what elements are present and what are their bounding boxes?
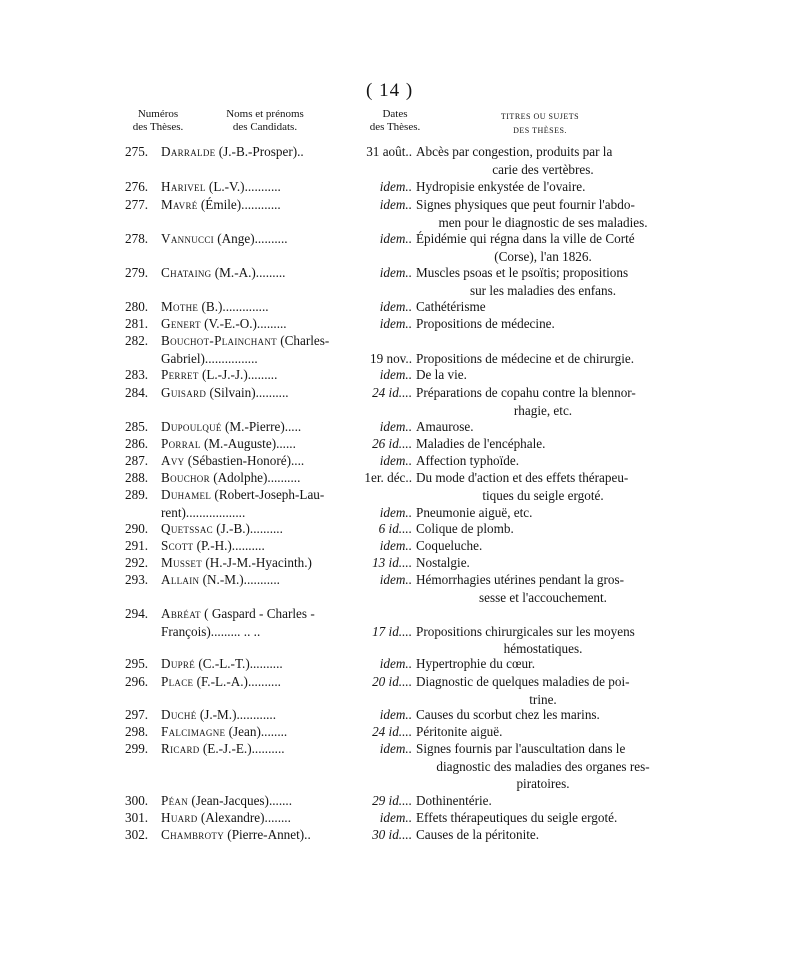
candidate-surname: Chataing (161, 265, 212, 280)
thesis-number: 281. (125, 316, 149, 331)
thesis-date: 20 id.... (372, 674, 412, 689)
thesis-date: 17 id.... (372, 623, 412, 639)
thesis-date: 29 id.... (372, 793, 412, 808)
candidate-given-names: ( Gaspard - Charles - (204, 606, 315, 621)
candidate-surname: Bouchor (161, 470, 210, 485)
candidate-given-names: (L.-V.)........... (208, 179, 281, 194)
thesis-title-line: Propositions chirurgicales sur les moyens (416, 623, 635, 639)
thesis-date: 24 id.... (372, 724, 412, 739)
thesis-date: idem.. (379, 504, 412, 520)
thesis-title (416, 826, 670, 844)
thesis-number: 276. (125, 179, 149, 194)
thesis-date: idem.. (379, 707, 412, 722)
thesis-title-line: Muscles psoas et le psoïtis; propositions (416, 265, 629, 280)
candidate-given-names: (J.-M.)............ (199, 707, 277, 722)
candidate-surname: Porral (161, 436, 201, 451)
thesis-title (416, 366, 670, 384)
thesis-title-line: Préparations de copahu contre la blennor- (416, 385, 636, 400)
thesis-date: idem.. (379, 367, 412, 382)
thesis-title-line: Cathétérisme (416, 299, 486, 314)
thesis-number: 284. (125, 385, 149, 400)
candidate-name (161, 723, 287, 741)
candidate-name (161, 366, 277, 384)
thesis-date: idem.. (379, 810, 412, 825)
thesis-number: 285. (125, 419, 149, 434)
thesis-title-line: Propositions de médecine et de chirurgie. (416, 350, 635, 366)
thesis-title-line: Du mode d'action et des effets thérapeu- (416, 470, 629, 485)
candidate-surname: Duché (161, 707, 197, 722)
thesis-date: idem.. (379, 741, 412, 756)
thesis-title-line: Effets thérapeutiques du seigle ergoté. (416, 810, 618, 825)
thesis-title (416, 537, 670, 555)
header-line: des Thèses. (369, 121, 421, 133)
thesis-title (416, 418, 670, 436)
thesis-date: 26 id.... (372, 436, 412, 451)
candidate-given-names-continued: Gabriel)................ (161, 350, 258, 366)
thesis-number: 298. (125, 724, 149, 739)
thesis-title-line: Colique de plomb. (416, 521, 514, 536)
candidate-surname: Harivel (161, 179, 206, 194)
candidate-name (161, 469, 300, 487)
thesis-title-line: rhagie, etc. (513, 402, 573, 418)
candidate-given-names: (M.-Auguste)...... (203, 436, 296, 451)
candidate-surname: Vannucci (161, 231, 214, 246)
candidate-name (161, 435, 296, 453)
header-thesis-titles (470, 110, 610, 138)
thesis-title (416, 504, 670, 522)
header-line: TITRES OU SUJETS (500, 112, 580, 121)
candidate-surname: Péan (161, 793, 189, 808)
thesis-title-line: Affection typhoïde. (416, 453, 520, 468)
candidate-given-names: (F.-L.-A.).......... (196, 674, 281, 689)
thesis-date: idem.. (379, 179, 412, 194)
thesis-number: 275. (125, 144, 149, 159)
thesis-title (416, 384, 670, 419)
candidate-surname: Place (161, 674, 194, 689)
candidate-given-names: (N.-M.)........... (202, 572, 280, 587)
thesis-title (416, 298, 670, 316)
thesis-number: 300. (125, 793, 149, 808)
candidate-name (161, 384, 289, 402)
thesis-title-line: Causes du scorbut chez les marins. (416, 707, 600, 722)
thesis-number: 290. (125, 521, 149, 536)
candidate-surname: Chambroty (161, 827, 224, 842)
candidate-given-names: (E.-J.-E.).......... (202, 741, 285, 756)
header-line: des Thèses. (132, 121, 184, 133)
candidate-surname: Scott (161, 538, 194, 553)
candidate-name (161, 706, 276, 724)
thesis-date: idem.. (379, 656, 412, 671)
thesis-title-line: Péritonite aiguë. (416, 724, 503, 739)
thesis-number: 279. (125, 265, 149, 280)
thesis-date: idem.. (379, 265, 412, 280)
candidate-given-names: (Émile)............ (200, 197, 281, 212)
thesis-date: idem.. (379, 419, 412, 434)
header-line: des Candidats. (232, 121, 298, 133)
candidate-surname: Genert (161, 316, 201, 331)
thesis-title-line: diagnostic des maladies des organes res- (436, 758, 650, 774)
thesis-number: 282. (125, 333, 149, 348)
thesis-number: 288. (125, 470, 149, 485)
thesis-title-line: Signes fournis par l'auscultation dans le (416, 741, 626, 756)
thesis-date: idem.. (379, 299, 412, 314)
thesis-title (416, 723, 670, 741)
thesis-number: 280. (125, 299, 149, 314)
candidate-name (161, 605, 315, 623)
candidate-surname: Falcimagne (161, 724, 226, 739)
candidate-given-names: (J.-B.-Prosper).. (218, 144, 304, 159)
candidate-name (161, 315, 287, 333)
thesis-title-line: Dothinentérie. (416, 793, 492, 808)
candidate-given-names: (L.-J.-J.)......... (201, 367, 278, 382)
candidate-surname: Mavré (161, 197, 198, 212)
thesis-title-line: hémostatiques. (503, 641, 583, 656)
thesis-title-line: Propositions de médecine. (416, 316, 555, 331)
thesis-date: 19 nov.. (369, 350, 412, 366)
candidate-given-names: (Robert-Joseph-Lau- (214, 487, 325, 502)
candidate-surname: Bouchot-Plainchant (161, 333, 277, 348)
candidate-name (161, 486, 324, 504)
candidate-given-names: (J.-B.).......... (216, 521, 283, 536)
thesis-title (416, 196, 670, 231)
header-thesis-number (118, 108, 198, 134)
candidate-given-names: (V.-E.-O.)......... (204, 316, 287, 331)
thesis-date: idem.. (379, 316, 412, 331)
header-line: Numéros (137, 108, 179, 120)
header-line: Noms et prénoms (226, 108, 304, 120)
thesis-title (416, 792, 670, 810)
candidate-name (161, 673, 281, 691)
header-thesis-dates (355, 108, 435, 134)
thesis-title-line: Épidémie qui régna dans la ville de Corté (416, 231, 635, 246)
thesis-number: 295. (125, 656, 149, 671)
thesis-title-line: Signes physiques que peut fournir l'abdo- (416, 197, 635, 212)
candidate-name (161, 655, 283, 673)
candidate-name (161, 230, 288, 248)
candidate-given-names: (M.-A.)......... (214, 265, 286, 280)
candidate-name (161, 826, 311, 844)
header-candidate-names (210, 108, 320, 134)
thesis-title-line: Maladies de l'encéphale. (416, 436, 546, 451)
thesis-title-line: Amaurose. (416, 419, 474, 434)
candidate-given-names: (Jean-Jacques)....... (191, 793, 293, 808)
thesis-number: 299. (125, 741, 149, 756)
thesis-date: idem.. (379, 197, 412, 212)
thesis-title-line: Diagnostic de quelques maladies de poi- (416, 674, 630, 689)
thesis-number: 278. (125, 231, 149, 246)
thesis-date: idem.. (379, 231, 412, 246)
thesis-title (416, 740, 670, 793)
candidate-given-names: (Charles- (280, 333, 330, 348)
candidate-surname: Huard (161, 810, 198, 825)
candidate-name (161, 809, 291, 827)
thesis-title-line: sur les maladies des enfans. (469, 282, 617, 298)
candidate-given-names-continued: François)......... .. .. (161, 623, 261, 639)
candidate-name (161, 264, 285, 282)
thesis-date: 24 id.... (372, 385, 412, 400)
thesis-title (416, 469, 670, 504)
thesis-title (416, 571, 670, 606)
candidate-given-names: (B.).............. (201, 299, 269, 314)
header-line: DES THÈSES. (513, 126, 567, 135)
candidate-given-names: (P.-H.).......... (196, 538, 265, 553)
thesis-title-line: sesse et l'accouchement. (479, 589, 607, 605)
thesis-number: 289. (125, 487, 149, 502)
thesis-date: idem.. (379, 453, 412, 468)
thesis-title (416, 264, 670, 299)
thesis-date: 30 id.... (372, 827, 412, 842)
thesis-number: 294. (125, 606, 149, 621)
candidate-given-names: (M.-Pierre)..... (225, 419, 302, 434)
thesis-title-line: carie des vertèbres. (492, 161, 594, 177)
candidate-given-names: (C.-L.-T.).......... (198, 656, 283, 671)
candidate-surname: Musset (161, 555, 203, 570)
thesis-date: 6 id.... (378, 521, 412, 536)
candidate-surname: Quetssac (161, 521, 213, 536)
candidate-surname: Perret (161, 367, 199, 382)
candidate-name (161, 418, 301, 436)
candidate-name (161, 571, 280, 589)
thesis-title-line: Abcès par congestion, produits par la (416, 144, 613, 159)
thesis-number: 302. (125, 827, 149, 842)
candidate-given-names: (Alexandre)........ (200, 810, 291, 825)
candidate-surname: Guisard (161, 385, 207, 400)
thesis-number: 296. (125, 674, 149, 689)
thesis-number: 293. (125, 572, 149, 587)
thesis-title-line: piratoires. (516, 776, 570, 791)
candidate-given-names: (Jean)........ (228, 724, 288, 739)
candidate-given-names-continued: rent).................. (161, 504, 246, 520)
thesis-number: 291. (125, 538, 149, 553)
candidate-surname: Abréat (161, 606, 201, 621)
candidate-name (161, 554, 312, 572)
candidate-surname: Darralde (161, 144, 216, 159)
thesis-title-line: Hypertrophie du cœur. (416, 656, 536, 671)
page-number: ( 14 ) (366, 80, 414, 101)
thesis-date: idem.. (379, 572, 412, 587)
candidate-surname: Mothe (161, 299, 199, 314)
thesis-title-line: tiques du seigle ergoté. (482, 487, 604, 503)
thesis-title-line: Causes de la péritonite. (416, 827, 540, 842)
thesis-title (416, 706, 670, 724)
candidate-name (161, 792, 292, 810)
thesis-title-line: Pneumonie aiguë, etc. (416, 504, 533, 520)
candidate-given-names: (Ange).......... (217, 231, 288, 246)
candidate-name (161, 520, 283, 538)
thesis-title (416, 350, 670, 368)
candidate-name (161, 298, 269, 316)
thesis-number: 301. (125, 810, 149, 825)
thesis-title (416, 673, 670, 708)
thesis-title-line: men pour le diagnostic de ses maladies. (438, 214, 648, 230)
thesis-number: 292. (125, 555, 149, 570)
thesis-date: 13 id.... (372, 555, 412, 570)
thesis-date: 31 août.. (366, 144, 412, 159)
thesis-title (416, 452, 670, 470)
candidate-name (161, 178, 281, 196)
thesis-title (416, 435, 670, 453)
thesis-title-line: Nostalgie. (416, 555, 470, 570)
candidate-given-names: (Sébastien-Honoré).... (187, 453, 305, 468)
thesis-title-line: Hémorrhagies utérines pendant la gros- (416, 572, 624, 587)
thesis-title-line: De la vie. (416, 367, 467, 382)
thesis-title-line: trine. (529, 691, 557, 707)
candidate-surname: Ricard (161, 741, 200, 756)
thesis-date: idem.. (379, 538, 412, 553)
thesis-title (416, 520, 670, 538)
candidate-given-names: (Pierre-Annet).. (227, 827, 311, 842)
thesis-title-line: (Corse), l'an 1826. (494, 248, 592, 264)
thesis-title-line: Hydropisie enkystée de l'ovaire. (416, 179, 586, 194)
thesis-title (416, 315, 670, 333)
thesis-number: 287. (125, 453, 149, 468)
candidate-name (161, 196, 281, 214)
thesis-number: 283. (125, 367, 149, 382)
thesis-title (416, 554, 670, 572)
candidate-given-names: (Silvain).......... (209, 385, 289, 400)
candidate-name (161, 740, 285, 758)
candidate-surname: Avy (161, 453, 185, 468)
thesis-number: 286. (125, 436, 149, 451)
thesis-title (416, 623, 670, 658)
candidate-name (161, 143, 304, 161)
candidate-given-names: (Adolphe).......... (213, 470, 301, 485)
thesis-title-line: Coqueluche. (416, 538, 483, 553)
thesis-title (416, 143, 670, 178)
candidate-surname: Dupré (161, 656, 196, 671)
thesis-title (416, 230, 670, 265)
thesis-title (416, 655, 670, 673)
candidate-surname: Duhamel (161, 487, 212, 502)
thesis-title (416, 178, 670, 196)
thesis-number: 297. (125, 707, 149, 722)
candidate-surname: Allain (161, 572, 200, 587)
candidate-name (161, 537, 265, 555)
candidate-surname: Dupoulqué (161, 419, 222, 434)
thesis-title (416, 809, 670, 827)
candidate-name (161, 452, 304, 470)
thesis-number: 277. (125, 197, 149, 212)
candidate-name (161, 332, 329, 350)
thesis-date: 1er. déc.. (364, 470, 412, 485)
header-line: Dates (382, 108, 408, 120)
candidate-given-names: (H.-J-M.-Hyacinth.) (205, 555, 312, 570)
